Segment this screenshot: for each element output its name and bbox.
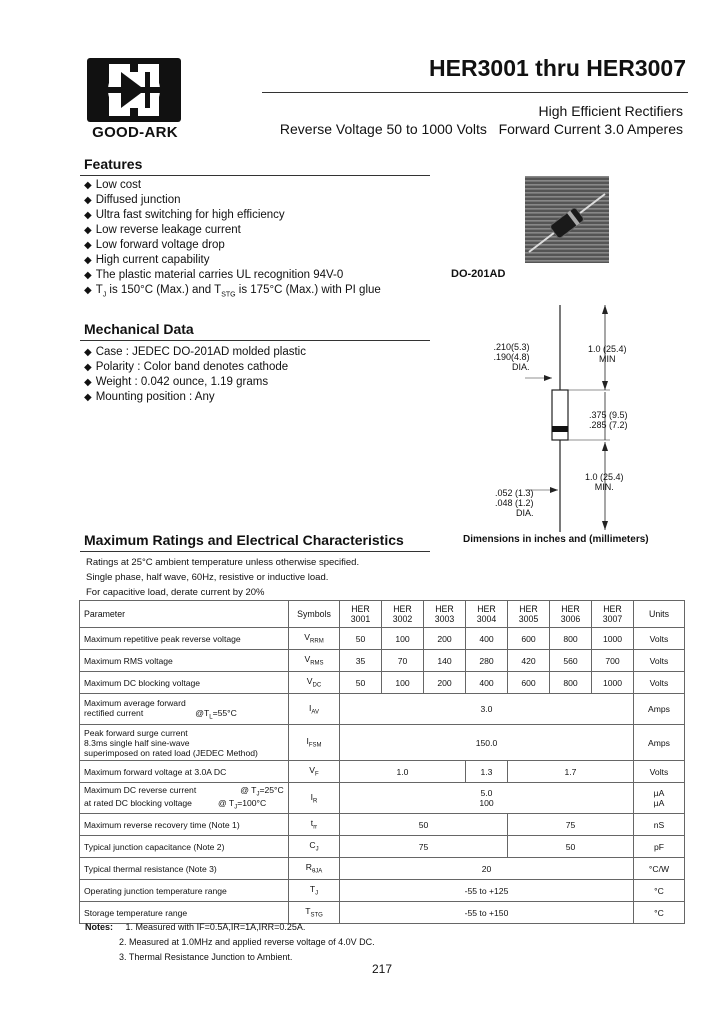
bottom-lead-length-dim: 1.0 (25.4) MIN. — [585, 472, 624, 492]
table-row: Peak forward surge current 8.3ms single half sine-wave superimposed on rated load (JEDEC Method) $I_{FSM}$ 150.0 Amps — [80, 725, 685, 761]
notes: Notes: 1. Measured with IF=0.5A,IR=1A,IRR=0.25A. 2. Measured at 1.0MHz and applied reverse voltage of 4.0V DC. 3. Thermal Resistance Junction to Ambient. — [85, 922, 375, 962]
dimension-drawing — [455, 300, 655, 532]
features-rule — [80, 175, 430, 176]
package-label: DO-201AD — [451, 268, 506, 280]
part-header: HER 3007 — [592, 601, 634, 628]
ratings-rule — [80, 551, 430, 552]
list-item: ◆ Low reverse leakage current — [84, 223, 381, 238]
list-item: ◆ Weight : 0.042 ounce, 1.19 grams — [84, 375, 306, 390]
top-lead-length-dim: 1.0 (25.4) MIN — [588, 344, 627, 364]
diode-photo-icon — [525, 176, 609, 263]
list-item: ◆ High current capability — [84, 253, 381, 268]
list-item: ◆ Diffused junction — [84, 193, 381, 208]
mechanical-list — [84, 345, 306, 405]
part-header: HER 3004 — [466, 601, 508, 628]
body-length-dim: .375 (9.5) .285 (7.2) — [589, 410, 628, 430]
param-header: Parameter — [80, 601, 289, 628]
table-row: Maximum repetitive peak reverse voltage $V_{RRM}$ 50 100 200 400 600 800 1000 Volts — [80, 628, 685, 650]
list-item: ◆ Low forward voltage drop — [84, 238, 381, 253]
symbols-header: Symbols — [289, 601, 340, 628]
logo-text: GOOD-ARK — [92, 124, 178, 141]
table-row: Typical junction capacitance (Note 2) $C_J$ 75 50 pF — [80, 836, 685, 858]
table-row: Maximum average forward rectified current $@T_L=55^\circ C$ $I_{AV}$ 3.0 Amps — [80, 694, 685, 725]
table-row: Storage temperature range $T_{STG}$ -55 to +150 °C — [80, 902, 685, 924]
part-header: HER 3006 — [550, 601, 592, 628]
list-item: ◆ The plastic material carries UL recognition 94V-0 — [84, 268, 381, 283]
ratings-table — [79, 600, 685, 924]
diode-logo-icon — [87, 58, 181, 122]
ratings-heading: Maximum Ratings and Electrical Characteristics — [84, 532, 404, 548]
part-header: HER 3002 — [382, 601, 424, 628]
logo-mark — [87, 58, 181, 122]
table-row: Maximum reverse recovery time (Note 1) $t_{rr}$ 50 75 nS — [80, 814, 685, 836]
lead-diameter-dim: .210(5.3) .190(4.8) DIA. — [493, 342, 530, 372]
list-item: ◆ $T_J$ is 150°C (Max.) and $T_{STG}$ is 175°C (Max.) with PI glue — [84, 283, 381, 302]
table-row: Maximum RMS voltage $V_{RMS}$ 35 70 140 280 420 560 700 Volts — [80, 650, 685, 672]
table-row: Operating junction temperature range $T_J$ -55 to +125 °C — [80, 880, 685, 902]
wire-diameter-dim: .052 (1.3) .048 (1.2) DIA. — [495, 488, 534, 518]
product-subtitle: High Efficient Rectifiers — [538, 103, 683, 119]
table-row: Typical thermal resistance (Note 3) $R_{\theta JA}$ 20 °C/W — [80, 858, 685, 880]
part-header: HER 3005 — [508, 601, 550, 628]
list-item: ◆ Case : JEDEC DO-201AD molded plastic — [84, 345, 306, 360]
product-specs: Reverse Voltage 50 to 1000 Volts Forward Current 3.0 Amperes — [279, 121, 683, 137]
list-item: ◆ Low cost — [84, 178, 381, 193]
features-heading: Features — [84, 156, 143, 172]
dimensions-caption: Dimensions in inches and (millimeters) — [463, 534, 649, 545]
list-item: ◆ Polarity : Color band denotes cathode — [84, 360, 306, 375]
part-header: HER 3001 — [340, 601, 382, 628]
package-photo — [525, 176, 609, 263]
list-item: ◆ Mounting position : Any — [84, 390, 306, 405]
units-header: Units — [634, 601, 685, 628]
table-row: Maximum forward voltage at 3.0A DC $V_F$ 1.0 1.3 1.7 Volts — [80, 761, 685, 783]
mechanical-heading: Mechanical Data — [84, 321, 194, 337]
table-row: Maximum DC blocking voltage $V_{DC}$ 50 100 200 400 600 800 1000 Volts — [80, 672, 685, 694]
mechanical-rule — [80, 340, 430, 341]
ratings-conditions: Ratings at 25°C ambient temperature unless otherwise specified. Single phase, half wave, 60Hz, resistive or inductive load. For capacitive load, derate current by 20% — [86, 557, 360, 598]
page-number: 217 — [372, 962, 393, 976]
table-header-row — [80, 601, 685, 628]
features-list — [84, 178, 381, 302]
part-header: HER 3003 — [424, 601, 466, 628]
title-rule — [262, 92, 688, 93]
table-row: Maximum DC reverse current @ $T_J=25^\circ C$ at rated DC blocking voltage @ $T_J=100^\circ C$ $I_R$ 5.0 100 µA µA — [80, 783, 685, 814]
list-item: ◆ Ultra fast switching for high efficiency — [84, 208, 381, 223]
page-title: HER3001 thru HER3007 — [429, 55, 686, 81]
